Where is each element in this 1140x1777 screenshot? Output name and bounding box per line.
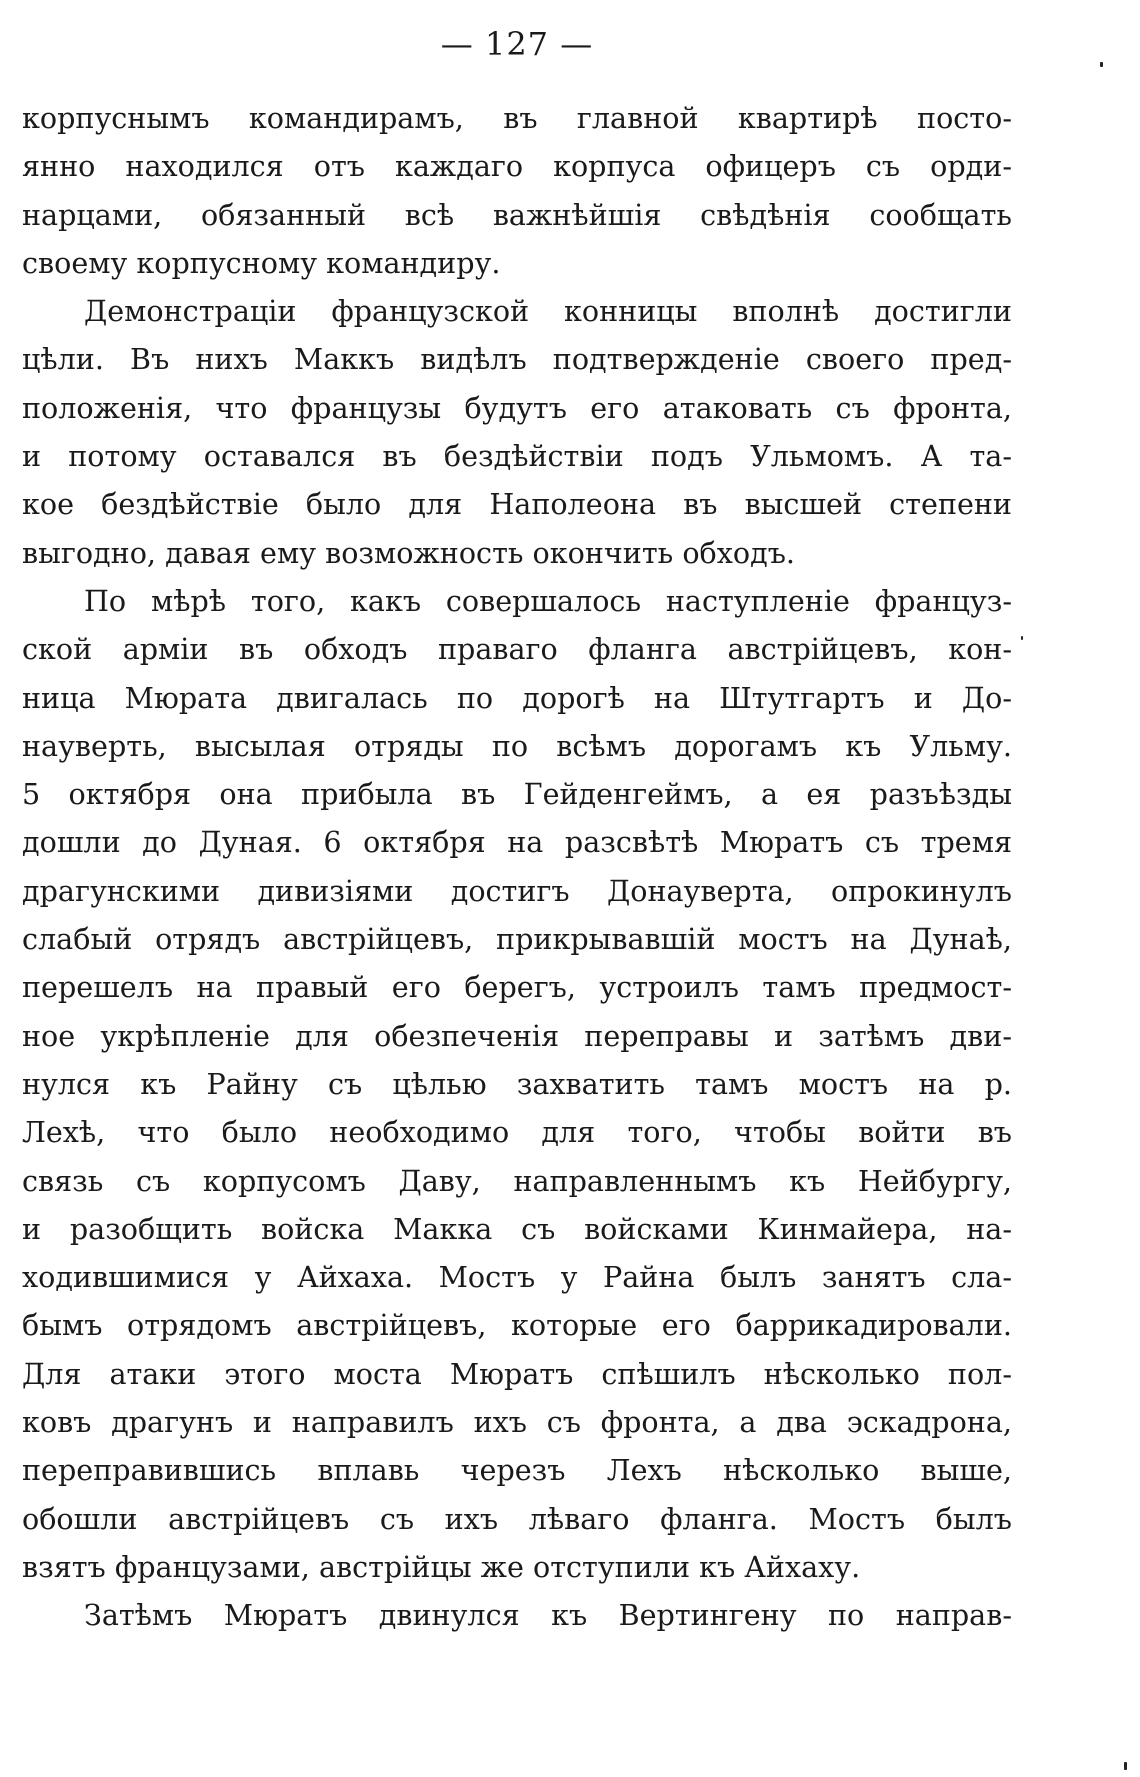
scan-speck: [1021, 636, 1023, 640]
scan-speck: [1100, 62, 1103, 67]
text-line: ница Мюрата двигалась по дорогѣ на Штутгартъ и До-: [22, 680, 1012, 715]
text-line: взятъ французами, австрійцы же отступили къ Айхаху.: [22, 1549, 861, 1584]
text-line: Демонстраціи французской конницы вполнѣ достигли: [84, 294, 1012, 329]
text-line: бымъ отрядомъ австрійцевъ, которые его баррикадировали.: [22, 1308, 1012, 1343]
page-number: — 127 —: [440, 25, 594, 63]
text-line: связь съ корпусомъ Даву, направленнымъ къ Нейбургу,: [22, 1163, 1012, 1198]
text-line: обошли австрійцевъ съ ихъ лѣваго фланга. Мостъ былъ: [22, 1501, 1012, 1536]
text-line: ное укрѣпленіе для обезпеченія переправы и затѣмъ дви-: [22, 1018, 1012, 1053]
text-line: Затѣмъ Мюратъ двинулся къ Вертингену по направ-: [84, 1598, 1012, 1633]
scan-speck: [1124, 1762, 1127, 1770]
text-line: своему корпусному командиру.: [22, 245, 501, 280]
text-line: положенія, что французы будутъ его атаковать съ фронта,: [22, 390, 1012, 425]
text-line: науверть, высылая отряды по всѣмъ дорогамъ къ Ульму.: [22, 728, 1012, 763]
text-line: цѣли. Въ нихъ Маккъ видѣлъ подтвержденіе своего пред-: [22, 342, 1012, 377]
text-line: ковъ драгунъ и направилъ ихъ съ фронта, а два эскадрона,: [22, 1405, 1012, 1440]
text-line: кое бездѣйствіе было для Наполеона въ высшей степени: [22, 487, 1012, 522]
text-line: корпуснымъ командирамъ, въ главной квартирѣ посто-: [22, 101, 1012, 135]
text-line: и разобщить войска Макка съ войсками Кинмайера, на-: [22, 1211, 1012, 1246]
text-line: По мѣрѣ того, какъ совершалось наступленіе француз-: [84, 583, 1012, 618]
text-line: переправившись вплавь черезъ Лехъ нѣсколько выше,: [22, 1453, 1012, 1488]
text-line: Для атаки этого моста Мюратъ спѣшилъ нѣсколько пол-: [22, 1356, 1012, 1391]
text-line: перешелъ на правый его берегъ, устроилъ тамъ предмост-: [22, 970, 1012, 1005]
text-line: нарцами, обязанный всѣ важнѣйшія свѣдѣнія сообщать: [22, 197, 1012, 232]
book-page: [22, 20, 1012, 1640]
text-line: ской арміи въ обходъ праваго фланга австрійцевъ, кон-: [22, 632, 1012, 667]
text-line: драгунскими дивизіями достигъ Донауверта, опрокинулъ: [22, 873, 1012, 908]
text-line: янно находился отъ каждаго корпуса офицеръ съ орди-: [22, 149, 1012, 184]
text-line: дошли до Дуная. 6 октября на разсвѣтѣ Мюратъ съ тремя: [22, 825, 1012, 860]
text-line: и потому оставался въ бездѣйствіи подъ Ульмомъ. А та-: [22, 439, 1012, 474]
body-text: [22, 94, 1012, 1640]
text-line: нулся къ Райну съ цѣлью захватить тамъ мостъ на р.: [22, 1066, 1012, 1101]
text-line: выгодно, давая ему возможность окончить обходъ.: [22, 535, 795, 570]
text-line: слабый отрядъ австрійцевъ, прикрывавшій мостъ на Дунаѣ,: [22, 922, 1012, 957]
text-line: Лехѣ, что было необходимо для того, чтобы войти въ: [22, 1115, 1012, 1150]
text-line: ходившимися у Айхаха. Мостъ у Райна былъ занятъ сла-: [22, 1260, 1012, 1295]
text-line: 5 октября она прибыла въ Гейденгеймъ, а ея разъѣзды: [22, 777, 1012, 812]
